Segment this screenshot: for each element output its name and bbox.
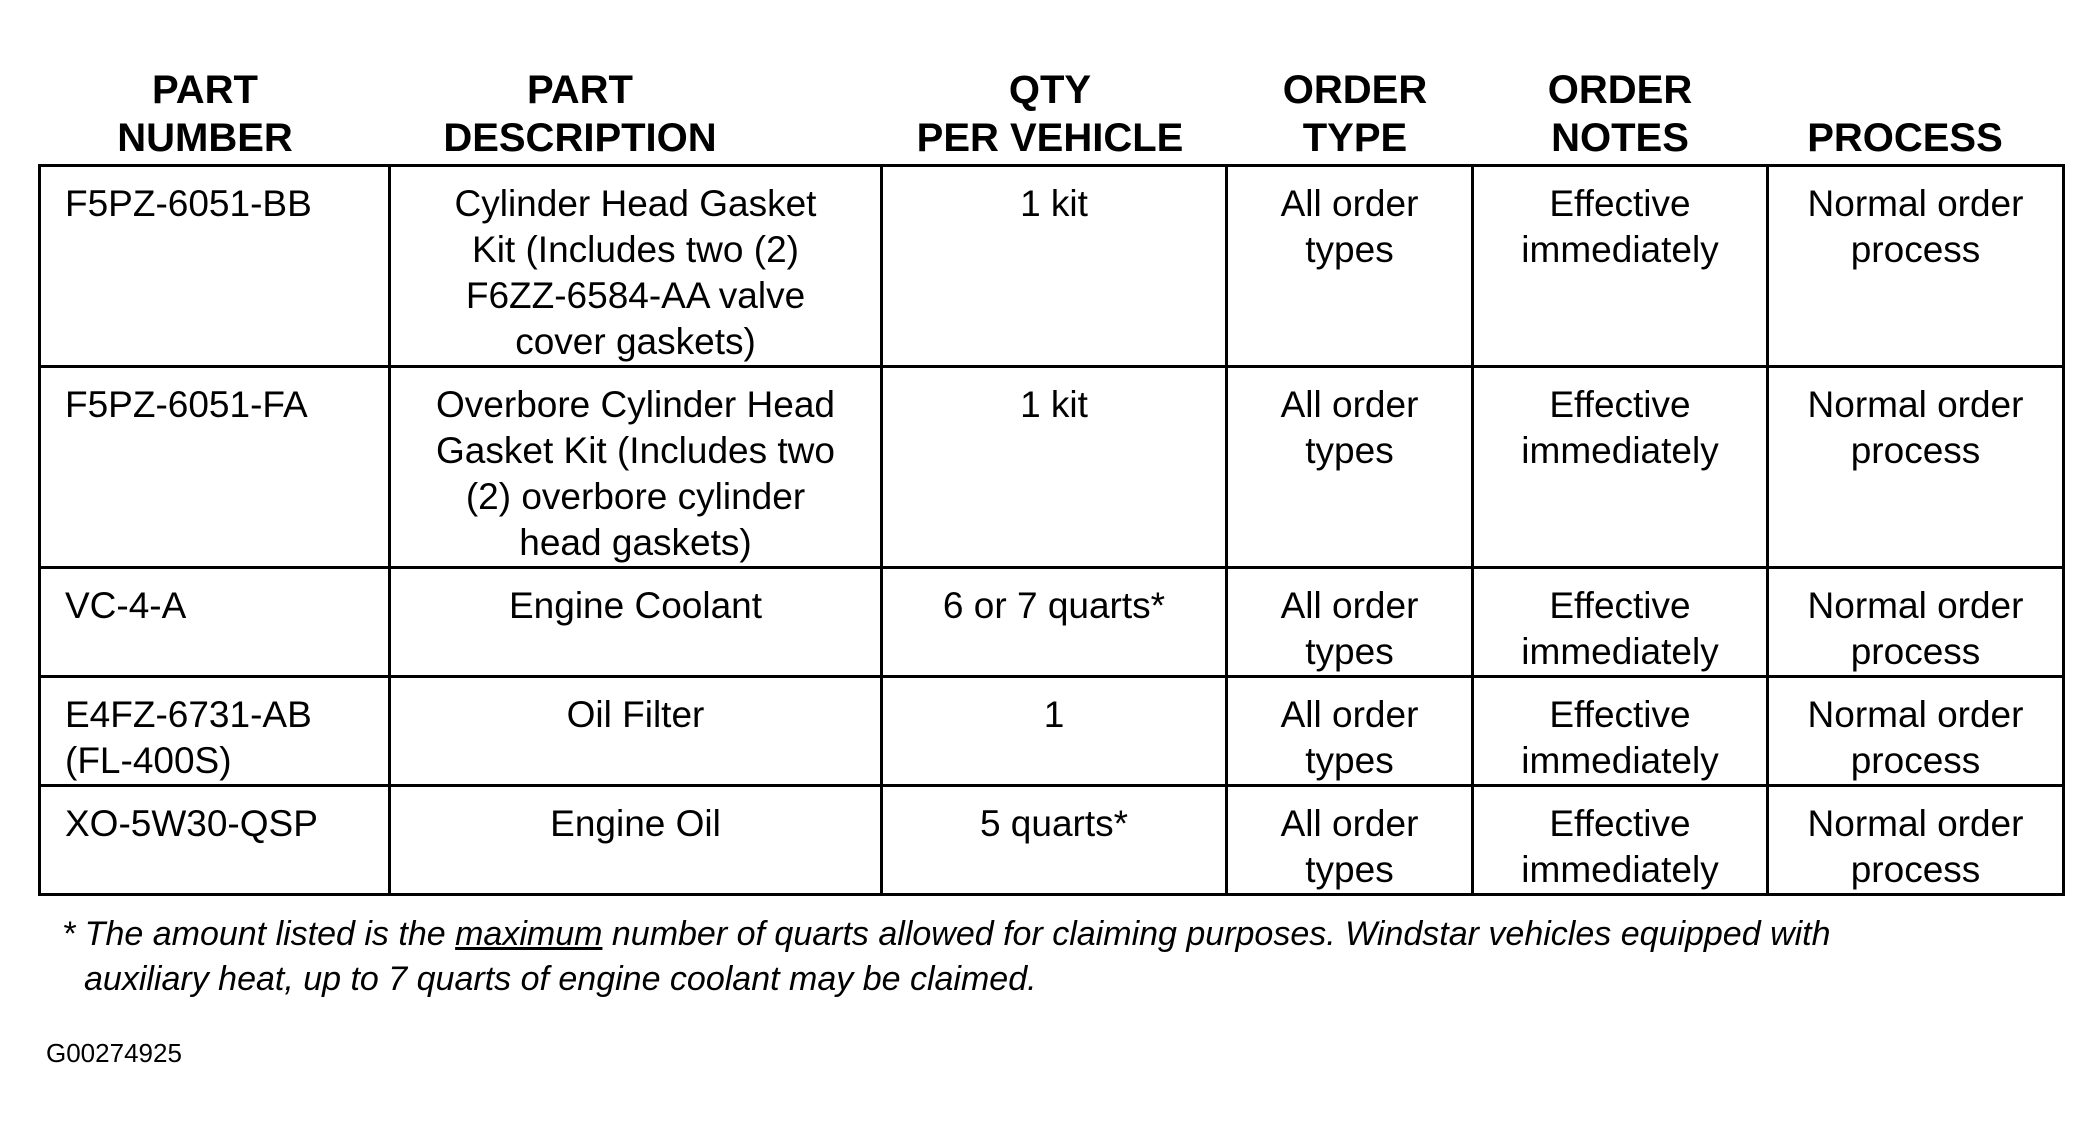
cell-text-line: types bbox=[1305, 430, 1394, 471]
part-number-cell bbox=[40, 786, 390, 895]
cell-text-line: (2) overbore cylinder bbox=[465, 476, 806, 517]
description-cell bbox=[390, 367, 882, 568]
cell-text-line: F5PZ-6051-BB bbox=[65, 183, 312, 224]
header-qty-per-vehicle: QTY PER VEHICLE bbox=[916, 68, 1184, 160]
cell-text-line: Normal order bbox=[1807, 803, 2024, 844]
cell-text-line: immediately bbox=[1521, 229, 1719, 270]
qty-cell bbox=[882, 367, 1227, 568]
part-number-cell bbox=[40, 367, 390, 568]
table-row bbox=[40, 677, 2064, 786]
cell-text-line: types bbox=[1305, 849, 1394, 890]
process-cell bbox=[1768, 166, 2064, 367]
process-cell bbox=[1768, 786, 2064, 895]
table-header bbox=[0, 0, 2092, 170]
cell-text-line: Gasket Kit (Includes two bbox=[436, 430, 835, 471]
cell-text-line: 5 quarts* bbox=[979, 803, 1129, 844]
cell-text-line: Effective bbox=[1549, 384, 1691, 425]
description-cell bbox=[390, 166, 882, 367]
cell-text-line: F5PZ-6051-FA bbox=[65, 384, 308, 425]
cell-text-line: Cylinder Head Gasket bbox=[454, 183, 817, 224]
cell-text-line: types bbox=[1305, 631, 1394, 672]
parts-table bbox=[38, 164, 2065, 896]
cell-text-line: F6ZZ-6584-AA valve bbox=[465, 275, 806, 316]
cell-text-line: All order bbox=[1280, 183, 1419, 224]
cell-text-line: Effective bbox=[1549, 183, 1691, 224]
cell-text-line: Effective bbox=[1549, 803, 1691, 844]
order-notes-cell bbox=[1473, 166, 1768, 367]
cell-text-line: VC-4-A bbox=[65, 585, 187, 626]
cell-text-line: All order bbox=[1280, 384, 1419, 425]
footnote-emphasis: maximum bbox=[455, 915, 603, 953]
cell-text-line: 1 kit bbox=[1020, 183, 1088, 224]
process-cell bbox=[1768, 677, 2064, 786]
cell-text-line: XO-5W30-QSP bbox=[65, 803, 318, 844]
cell-text-line: Effective bbox=[1549, 585, 1691, 626]
cell-text-line: Engine Oil bbox=[550, 803, 721, 844]
cell-text-line: E4FZ-6731-AB bbox=[65, 694, 312, 735]
cell-text-line: cover gaskets) bbox=[515, 321, 756, 362]
cell-text-line: Normal order bbox=[1807, 384, 2024, 425]
cell-text-line: Effective bbox=[1549, 694, 1691, 735]
order-notes-cell bbox=[1473, 367, 1768, 568]
footnote-line-1: * The amount listed is the maximum number of quarts allowed for claiming purposes. Windstar vehicles equipped with bbox=[62, 915, 1831, 953]
cell-text-line: Normal order bbox=[1807, 694, 2024, 735]
order-notes-cell bbox=[1473, 786, 1768, 895]
cell-text-line: Kit (Includes two (2) bbox=[472, 229, 799, 270]
qty-cell bbox=[882, 786, 1227, 895]
table-row bbox=[40, 568, 2064, 677]
cell-text-line: types bbox=[1305, 740, 1394, 781]
cell-text-line: (FL-400S) bbox=[65, 740, 232, 781]
header-order-notes: ORDER NOTES bbox=[1547, 68, 1693, 160]
cell-text-line: process bbox=[1850, 740, 1981, 781]
cell-text-line: Normal order bbox=[1807, 585, 2024, 626]
order-notes-cell bbox=[1473, 677, 1768, 786]
process-cell bbox=[1768, 367, 2064, 568]
table-row bbox=[40, 786, 2064, 895]
cell-text-line: process bbox=[1850, 430, 1981, 471]
header-order-type: ORDER TYPE bbox=[1282, 68, 1428, 160]
cell-text-line: Oil Filter bbox=[566, 694, 705, 735]
description-cell bbox=[390, 677, 882, 786]
process-cell bbox=[1768, 568, 2064, 677]
cell-text-line: head gaskets) bbox=[519, 522, 752, 563]
header-part-description: PART DESCRIPTION bbox=[443, 68, 717, 160]
description-cell bbox=[390, 568, 882, 677]
order-type-cell bbox=[1227, 786, 1473, 895]
cell-text-line: immediately bbox=[1521, 631, 1719, 672]
cell-text-line: immediately bbox=[1521, 430, 1719, 471]
description-cell bbox=[390, 786, 882, 895]
part-number-cell bbox=[40, 568, 390, 677]
qty-cell bbox=[882, 568, 1227, 677]
footnote bbox=[62, 912, 1831, 1002]
reference-id: G00274925 bbox=[46, 1038, 182, 1068]
header-part-number: PART NUMBER bbox=[117, 68, 293, 160]
cell-text-line: Normal order bbox=[1807, 183, 2024, 224]
order-type-cell bbox=[1227, 166, 1473, 367]
cell-text-line: immediately bbox=[1521, 849, 1719, 890]
cell-text-line: immediately bbox=[1521, 740, 1719, 781]
header-process: PROCESS bbox=[1807, 116, 2003, 160]
cell-text-line: types bbox=[1305, 229, 1394, 270]
cell-text-line: All order bbox=[1280, 585, 1419, 626]
table-row bbox=[40, 367, 2064, 568]
part-number-cell bbox=[40, 677, 390, 786]
part-number-cell bbox=[40, 166, 390, 367]
qty-cell bbox=[882, 677, 1227, 786]
cell-text-line: process bbox=[1850, 631, 1981, 672]
cell-text-line: Engine Coolant bbox=[508, 585, 763, 626]
order-type-cell bbox=[1227, 568, 1473, 677]
qty-cell bbox=[882, 166, 1227, 367]
cell-text-line: process bbox=[1850, 229, 1981, 270]
cell-text-line: Overbore Cylinder Head bbox=[436, 384, 835, 425]
cell-text-line: All order bbox=[1280, 803, 1419, 844]
order-notes-cell bbox=[1473, 568, 1768, 677]
footnote-line-2: auxiliary heat, up to 7 quarts of engine coolant may be claimed. bbox=[84, 960, 1037, 998]
order-type-cell bbox=[1227, 367, 1473, 568]
table-row bbox=[40, 166, 2064, 367]
cell-text-line: 1 bbox=[1043, 694, 1065, 735]
cell-text-line: process bbox=[1850, 849, 1981, 890]
cell-text-line: 1 kit bbox=[1020, 384, 1088, 425]
order-type-cell bbox=[1227, 677, 1473, 786]
cell-text-line: All order bbox=[1280, 694, 1419, 735]
cell-text-line: 6 or 7 quarts* bbox=[942, 585, 1166, 626]
